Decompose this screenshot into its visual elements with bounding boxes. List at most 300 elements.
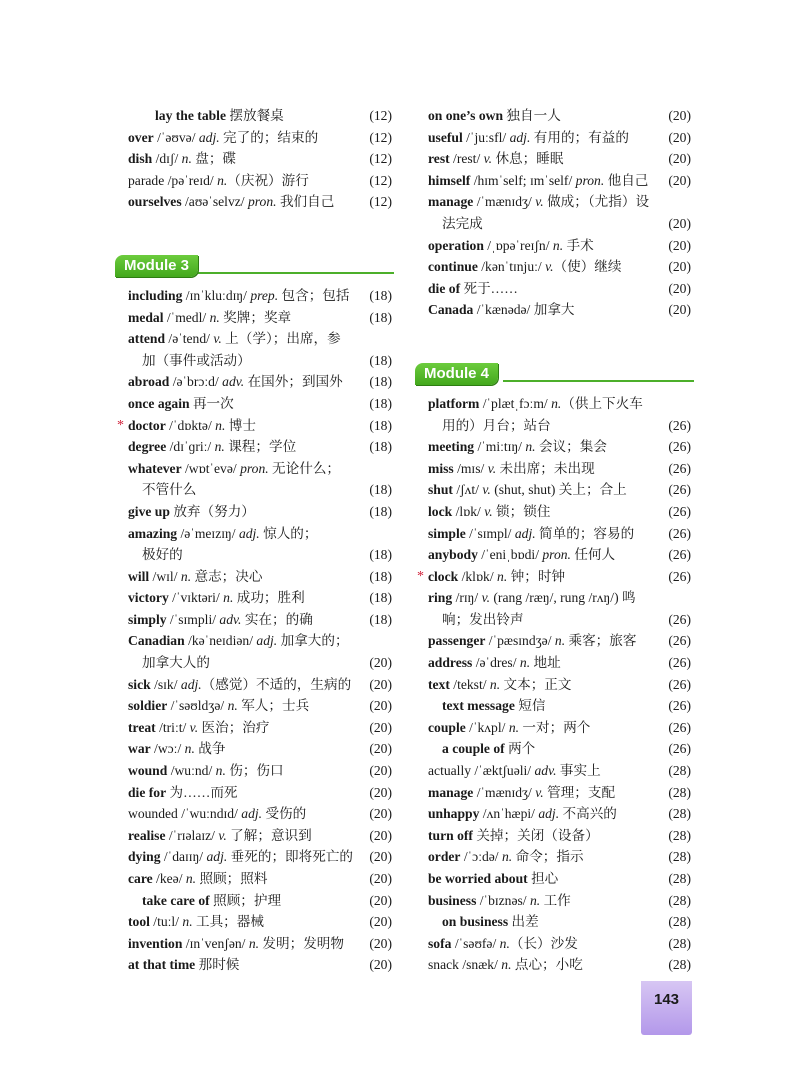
vocab-entry — [428, 170, 691, 192]
module-spacer — [428, 321, 691, 347]
vocab-entry — [428, 256, 691, 278]
part-of-speech: n. — [215, 763, 226, 779]
vocab-entry — [128, 393, 392, 415]
headword: degree — [128, 439, 167, 455]
part-of-speech: adj. — [180, 676, 202, 692]
definition: 受伤的 — [262, 806, 307, 822]
headword: actually — [428, 763, 472, 779]
definition: 担心 — [527, 871, 559, 886]
entry-text — [428, 544, 615, 566]
page-ref: (20) — [369, 892, 392, 908]
entry-text — [428, 587, 636, 609]
headword: a couple of — [442, 741, 505, 757]
page-ref: (28) — [668, 935, 691, 951]
entry-text — [128, 782, 238, 804]
vocab-entry — [128, 191, 392, 213]
vocab-entry — [128, 170, 392, 192]
phonetic: /ˈwuːndɪd/ — [177, 806, 242, 822]
page-ref: (18) — [369, 590, 392, 606]
definition: 战争 — [194, 741, 226, 757]
vocab-entry — [428, 803, 691, 825]
entry-text — [428, 299, 575, 321]
entry-text — [428, 436, 607, 458]
definition: 包含；包括 — [278, 287, 350, 303]
entry-text — [142, 479, 196, 501]
part-of-speech: n. — [554, 633, 566, 649]
phonetic: /lɒk/ — [452, 503, 485, 519]
vocab-entry — [428, 278, 691, 300]
vocab-entry — [428, 191, 691, 213]
headword: including — [128, 287, 183, 303]
entry-text — [128, 717, 269, 739]
star-mark: * — [417, 568, 424, 584]
page-ref: (26) — [668, 525, 691, 541]
entry-text — [128, 825, 312, 847]
entry-text — [428, 170, 648, 192]
definition: 短信 — [514, 698, 546, 714]
phonetic: /əˈtend/ — [165, 331, 214, 347]
entry-text — [428, 191, 649, 213]
part-of-speech: n. — [217, 172, 228, 188]
page-ref: (28) — [668, 892, 691, 908]
part-of-speech: v. — [483, 151, 493, 167]
module-rule — [198, 272, 394, 274]
vocab-entry — [128, 933, 392, 955]
headword: text — [428, 676, 450, 692]
part-of-speech: v. — [487, 460, 497, 476]
headword: manage — [428, 194, 474, 210]
vocab-entry — [128, 825, 392, 847]
vocab-entry — [128, 738, 392, 760]
part-of-speech: pron. — [575, 172, 605, 188]
part-of-speech: n. — [248, 935, 260, 951]
entry-text — [428, 782, 615, 804]
headword: unhappy — [428, 806, 480, 822]
page-ref: (20) — [369, 676, 392, 692]
vocab-entry — [128, 782, 392, 804]
phonetic: /rɪŋ/ — [452, 590, 482, 606]
definition: （庆祝）游行 — [227, 172, 309, 188]
phonetic: /ˈkænədə/ — [473, 302, 534, 318]
page-ref: (26) — [668, 439, 691, 455]
entry-text — [442, 738, 535, 760]
page-ref: (20) — [668, 172, 691, 188]
page-ref: (20) — [668, 259, 691, 275]
entry-text — [428, 523, 634, 545]
definition: 有用的；有益的 — [530, 129, 629, 145]
entry-text — [128, 307, 291, 329]
phonetic: /ˈmænɪdʒ/ — [473, 194, 536, 210]
vocab-entry — [428, 479, 691, 501]
entry-text — [428, 674, 572, 696]
headword: continue — [428, 259, 478, 275]
definition: 他自己 — [604, 172, 649, 188]
part-of-speech: v. — [484, 503, 493, 519]
part-of-speech: adj. — [256, 633, 278, 649]
entry-text — [128, 760, 284, 782]
vocab-entry — [128, 609, 392, 631]
page-ref: (20) — [369, 784, 392, 800]
part-of-speech: pron. — [542, 547, 571, 563]
vocab-entry — [428, 458, 691, 480]
page-ref: (20) — [369, 914, 392, 930]
entry-text — [428, 803, 617, 825]
entry-text — [128, 868, 267, 890]
definition: 惊人的； — [259, 525, 318, 541]
module-rule — [503, 380, 694, 382]
entry-text — [428, 566, 565, 588]
phonetic: /pəˈreɪd/ — [164, 172, 218, 188]
entry-text — [428, 501, 550, 523]
vocab-entry — [428, 738, 691, 760]
vocab-entry — [128, 544, 392, 566]
headword: snack — [428, 957, 459, 973]
page-ref: (26) — [668, 633, 691, 649]
headword: give up — [128, 503, 170, 519]
vocab-entry — [428, 299, 691, 321]
vocab-entry — [428, 148, 691, 170]
star-mark: * — [117, 417, 124, 433]
page-ref: (12) — [369, 172, 392, 188]
part-of-speech: n. — [551, 395, 562, 411]
phonetic: /ʌnˈhæpi/ — [479, 806, 539, 822]
vocab-entry — [128, 436, 392, 458]
page-ref: (18) — [369, 568, 392, 584]
vocab-entry — [428, 609, 691, 631]
entry-text — [428, 148, 563, 170]
definition: 手术 — [563, 237, 594, 253]
page-ref: (20) — [369, 827, 392, 843]
page-ref: (26) — [668, 547, 691, 563]
phonetic: /triːt/ — [155, 719, 190, 735]
headword: clock — [428, 568, 459, 584]
page-ref: (20) — [369, 741, 392, 757]
entry-text — [442, 609, 524, 631]
part-of-speech: v. — [481, 590, 490, 606]
part-of-speech: n. — [181, 151, 192, 167]
part-of-speech: n. — [501, 957, 512, 973]
part-of-speech: n. — [185, 871, 197, 886]
entry-text — [428, 760, 601, 782]
phonetic: /ˈpæsɪndʒə/ — [485, 633, 555, 649]
phonetic: /ˈplætˌfɔːm/ — [479, 395, 552, 411]
headword: at that time — [128, 957, 196, 973]
headword: shut — [428, 482, 453, 498]
page-ref: (26) — [668, 719, 691, 735]
page-ref: (20) — [668, 302, 691, 318]
vocab-entry — [428, 933, 691, 955]
phonetic: /ˈkʌpl/ — [465, 719, 509, 735]
module-badge: Module 4 — [415, 363, 498, 385]
vocab-entry — [428, 501, 691, 523]
entry-text — [128, 285, 350, 307]
definition: 关掉；关闭（设备） — [472, 827, 599, 843]
phonetic: /ˈəʊvə/ — [153, 129, 199, 145]
entry-text — [428, 393, 643, 415]
part-of-speech: v. — [535, 784, 544, 800]
entry-text — [428, 458, 595, 480]
part-of-speech: n. — [489, 676, 501, 692]
phonetic: /ˈɔːdə/ — [460, 849, 502, 865]
entry-text — [128, 911, 264, 933]
page-ref: (28) — [668, 784, 691, 800]
entry-text — [428, 717, 590, 739]
headword: war — [128, 741, 151, 757]
headword: over — [128, 129, 154, 145]
part-of-speech: v. — [535, 194, 544, 210]
entry-text — [128, 609, 313, 631]
definition: 不高兴的 — [559, 806, 617, 822]
page-ref: (18) — [369, 309, 392, 325]
part-of-speech: n. — [508, 719, 520, 735]
page-ref: (20) — [668, 151, 691, 167]
entry-text — [428, 954, 583, 976]
page-ref: (18) — [369, 417, 392, 433]
definition: 了解；意识到 — [226, 827, 312, 843]
vocab-entry — [128, 803, 392, 825]
part-of-speech: adj. — [514, 525, 536, 541]
definition: 任何人 — [570, 547, 616, 563]
entry-text — [128, 436, 296, 458]
entry-text — [428, 630, 636, 652]
page-ref: (20) — [369, 849, 392, 865]
definition: 垂死的；即将死亡的 — [227, 849, 354, 865]
vocab-entry — [428, 674, 691, 696]
headword: address — [428, 655, 473, 671]
phonetic: /dɪʃ/ — [152, 151, 182, 167]
phonetic: /əˈmeɪzɪŋ/ — [177, 525, 239, 541]
page-ref: (20) — [369, 806, 392, 822]
part-of-speech: pron. — [240, 460, 269, 476]
definition: 为……而死 — [166, 784, 238, 800]
definition: 一对；两个 — [519, 719, 591, 735]
definition: (shut, shut) 关上；合上 — [490, 482, 627, 498]
headword: sick — [128, 676, 151, 692]
definition: 加拿大的； — [277, 633, 349, 649]
definition: 上（学）；出席，参 — [221, 331, 341, 347]
entry-text — [428, 846, 584, 868]
part-of-speech: n. — [502, 849, 513, 865]
page-ref: (26) — [668, 503, 691, 519]
part-of-speech: n. — [519, 655, 531, 671]
module-spacer — [128, 213, 392, 239]
vocab-entry — [128, 350, 392, 372]
part-of-speech: adj. — [238, 525, 260, 541]
headword: die of — [428, 280, 461, 296]
page-ref: (20) — [369, 719, 392, 735]
vocab-entry — [128, 479, 392, 501]
part-of-speech: adv. — [222, 374, 245, 390]
part-of-speech: n. — [223, 590, 234, 606]
entry-text — [142, 652, 210, 674]
entry-text — [128, 328, 341, 350]
headword: dying — [128, 849, 161, 865]
entry-text — [428, 652, 561, 674]
definition: 钟；时钟 — [507, 568, 566, 584]
part-of-speech: n. — [180, 568, 192, 584]
part-of-speech: n. — [182, 914, 193, 930]
vocab-entry — [428, 235, 691, 257]
page-ref: (26) — [668, 741, 691, 757]
entry-text — [428, 868, 558, 890]
entry-text — [442, 911, 539, 933]
page-ref: (18) — [369, 374, 392, 390]
definition: 医治；治疗 — [198, 719, 270, 735]
phonetic: /ˈbɪznəs/ — [476, 892, 530, 908]
page-ref: (28) — [668, 827, 691, 843]
page-ref: (20) — [369, 871, 392, 886]
part-of-speech: prep. — [250, 287, 279, 303]
definition: 我们自己 — [276, 194, 335, 210]
phonetic: /ˈrɪəlaɪz/ — [165, 827, 219, 843]
phonetic: /ˈjuːsfl/ — [462, 129, 510, 145]
page-ref: (26) — [668, 698, 691, 714]
page-ref: (18) — [369, 395, 392, 411]
phonetic: /ˈsɪmpl/ — [465, 525, 515, 541]
definition: 放弃（努力） — [169, 503, 255, 519]
definition: 加拿大人的 — [142, 655, 210, 671]
vocab-entry — [428, 825, 691, 847]
headword: sofa — [428, 935, 452, 951]
definition: 那时候 — [195, 957, 240, 973]
entry-text — [128, 933, 344, 955]
entry-text — [155, 105, 284, 127]
vocab-entry — [417, 566, 691, 588]
vocab-entry — [428, 436, 691, 458]
headword: lay the table — [155, 108, 226, 123]
phonetic: /wɪl/ — [149, 568, 181, 584]
entry-text — [428, 127, 629, 149]
headword: couple — [428, 719, 466, 735]
entry-text — [142, 544, 183, 566]
page-ref: (26) — [668, 482, 691, 498]
phonetic: /kəˈneɪdiən/ — [184, 633, 257, 649]
headword: amazing — [128, 525, 178, 541]
entry-text — [128, 566, 262, 588]
headword: whatever — [128, 460, 182, 476]
page-ref: (18) — [369, 611, 392, 627]
headword: once again — [128, 395, 190, 411]
vocab-entry — [428, 782, 691, 804]
definition: 加（事件或活动） — [142, 352, 251, 368]
vocab-entry — [128, 501, 392, 523]
part-of-speech: v. — [189, 719, 199, 735]
definition: 做成；（尤指）设 — [543, 194, 650, 210]
phonetic: /ˈmiːtɪŋ/ — [474, 439, 526, 455]
headword: Canadian — [128, 633, 185, 649]
module-heading — [124, 239, 392, 285]
phonetic: /keə/ — [152, 871, 186, 886]
vocab-entry — [128, 148, 392, 170]
part-of-speech: n. — [499, 935, 510, 951]
vocab-entry — [117, 415, 392, 437]
vocab-entry — [428, 127, 691, 149]
headword: soldier — [128, 698, 168, 714]
definition: （使）继续 — [553, 259, 622, 275]
headword: dish — [128, 151, 153, 167]
vocab-entry — [428, 213, 691, 235]
headword: will — [128, 568, 150, 584]
phonetic: /kənˈtɪnjuː/ — [477, 259, 546, 275]
headword: medal — [128, 309, 164, 325]
definition: 管理；支配 — [543, 784, 616, 800]
page-ref: (26) — [668, 568, 691, 584]
definition: （长）沙发 — [509, 935, 578, 951]
definition: 加拿大 — [533, 302, 575, 318]
headword: wounded — [128, 806, 178, 822]
part-of-speech: n. — [552, 237, 564, 253]
headword: order — [428, 849, 461, 865]
headword: himself — [428, 172, 471, 188]
headword: victory — [128, 590, 169, 606]
definition: 不管什么 — [142, 482, 197, 498]
page-ref: (20) — [668, 215, 691, 231]
vocab-entry — [428, 652, 691, 674]
vocab-entry — [128, 760, 392, 782]
part-of-speech: v. — [545, 259, 554, 275]
page-ref: (18) — [369, 482, 392, 498]
definition: 用的）月台；站台 — [442, 417, 551, 433]
entry-text — [428, 825, 599, 847]
definition: 命令；指示 — [512, 849, 584, 865]
definition: （供上下火车 — [561, 395, 643, 411]
definition: 会议；集会 — [535, 439, 607, 455]
vocab-entry — [128, 674, 392, 696]
entry-text — [128, 674, 351, 696]
vocab-entry — [428, 695, 691, 717]
left-column — [117, 105, 392, 976]
page-ref: (12) — [369, 151, 392, 167]
entry-text — [128, 393, 234, 415]
phonetic: /ʃʌt/ — [452, 482, 483, 498]
part-of-speech: n. — [184, 741, 195, 757]
vocab-entry — [128, 371, 392, 393]
headword: anybody — [428, 547, 478, 563]
entry-text — [142, 890, 281, 912]
page-ref: (26) — [668, 611, 691, 627]
definition: 照顾；护理 — [209, 892, 282, 908]
phonetic: /ˈsɪmpli/ — [166, 611, 220, 627]
entry-text — [128, 846, 353, 868]
headword: treat — [128, 719, 156, 735]
module-badge: Module 3 — [115, 255, 198, 277]
entry-text — [428, 933, 578, 955]
entry-text — [128, 170, 309, 192]
vocab-entry — [428, 760, 691, 782]
entry-text — [128, 191, 334, 213]
entry-text — [428, 235, 594, 257]
headword: realise — [128, 827, 166, 843]
vocab-entry — [428, 105, 691, 127]
part-of-speech: n. — [214, 439, 225, 455]
definition: （感觉）不适的，生病的 — [201, 676, 352, 692]
definition: 盘；碟 — [191, 151, 237, 167]
page-ref: (12) — [369, 194, 392, 210]
headword: ourselves — [128, 194, 182, 210]
entry-text — [428, 105, 561, 127]
vocab-entry — [128, 911, 392, 933]
headword: care — [128, 871, 153, 886]
definition: 发明；发明物 — [259, 935, 344, 951]
definition: 极好的 — [142, 547, 183, 563]
page-ref: (26) — [668, 417, 691, 433]
headword: invention — [128, 935, 183, 951]
definition: (rang /ræŋ/, rung /rʌŋ/) 鸣 — [490, 590, 636, 606]
headword: simple — [428, 525, 466, 541]
vocab-entry — [128, 954, 392, 976]
part-of-speech: adj. — [509, 129, 531, 145]
phonetic: /ˈdɒktə/ — [165, 417, 216, 433]
